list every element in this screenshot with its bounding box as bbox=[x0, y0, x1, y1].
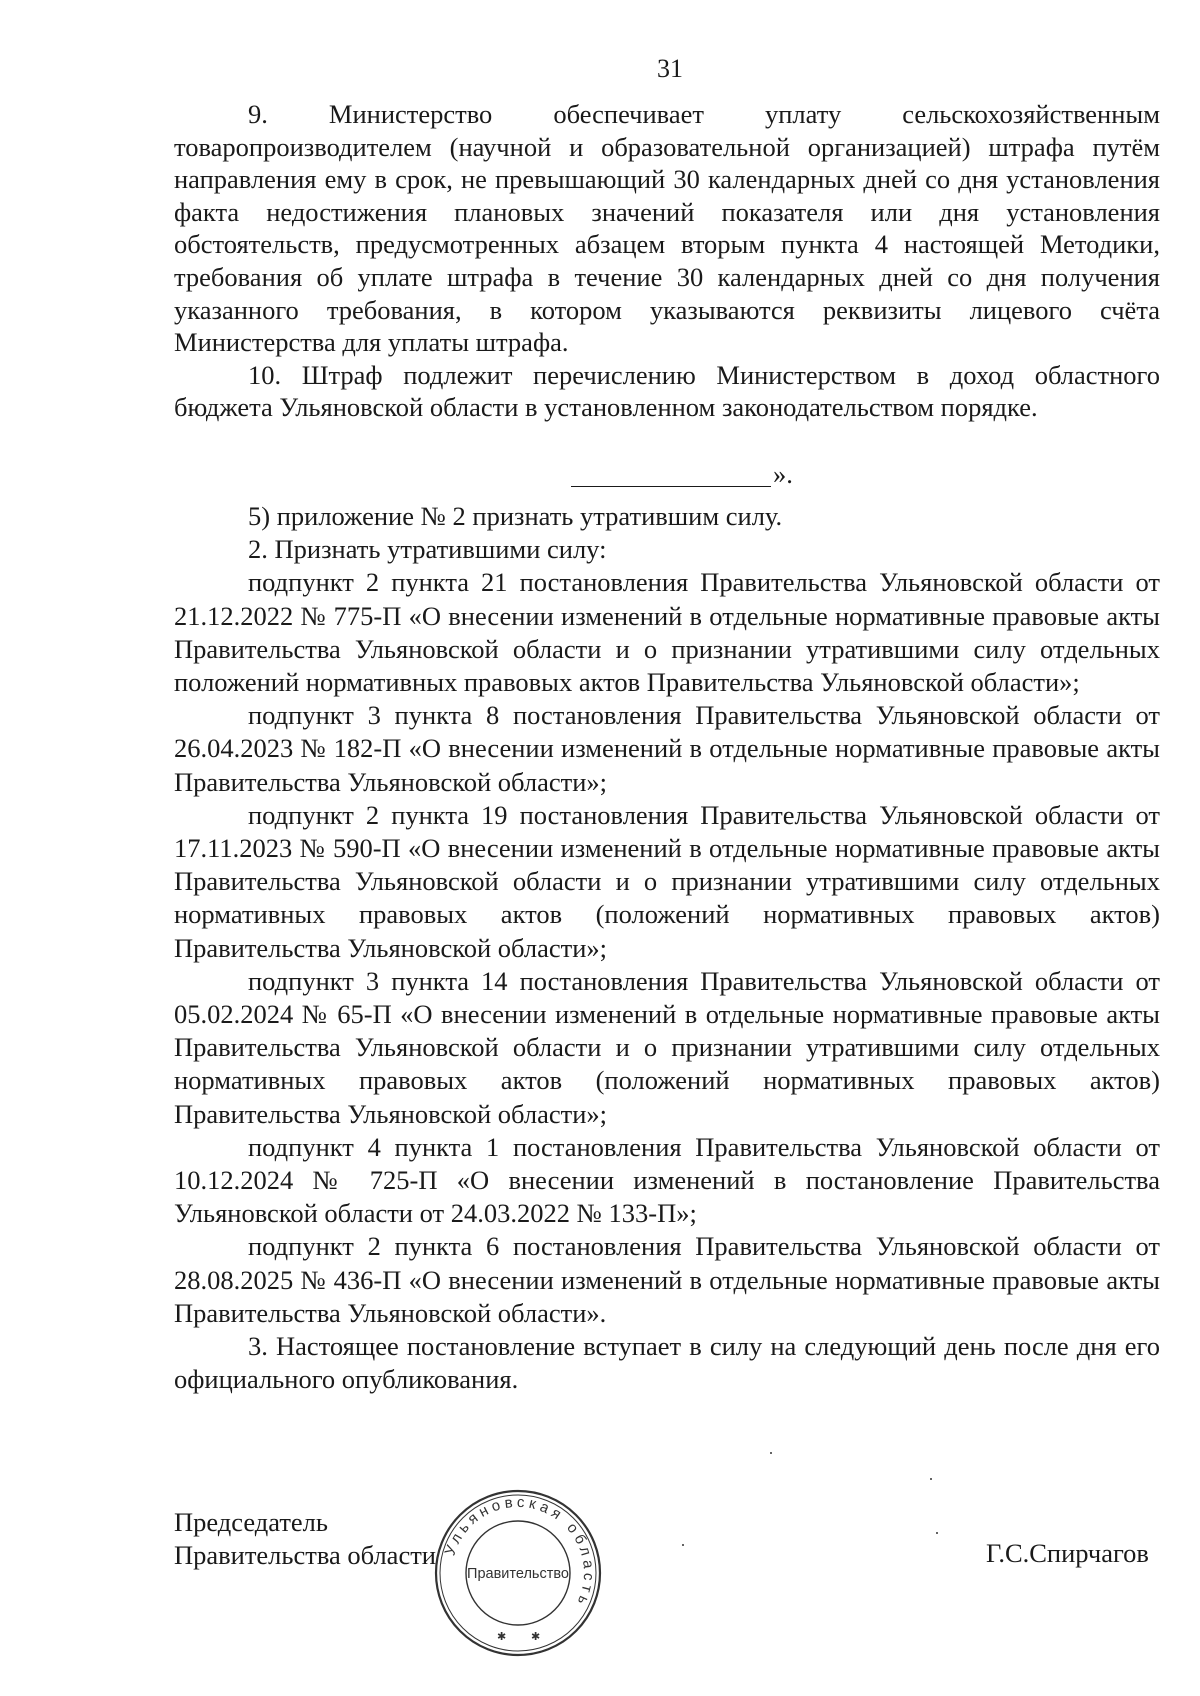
list-item: подпункт 2 пункта 21 постановления Правительства Ульяновской области от 21.12.2022 № 775-П «О внесении изменений в отдельные нормативные правовые акты Правительства Ульяновской области и о признании утратившими силу отдельных положений нормативных правовых актов Правительства Ульяновской области»; bbox=[174, 567, 1160, 698]
scan-speck bbox=[936, 1532, 938, 1534]
closing-underline bbox=[571, 486, 771, 487]
seal-ring-text: Ульяновская область bbox=[441, 1493, 598, 1611]
list-item: подпункт 4 пункта 1 постановления Правительства Ульяновской области от 10.12.2024 № 725-П «О внесении изменений в постановление Правительства Ульяновской области от 24.03.2022 № 133-П»; bbox=[174, 1131, 1160, 1229]
list-item: подпункт 2 пункта 6 постановления Правительства Ульяновской области от 28.08.2025 № 436-П «О внесении изменений в отдельные нормативные правовые акты Правительства Ульяновской области». bbox=[174, 1231, 1160, 1328]
list-item: подпункт 2 пункта 19 постановления Правительства Ульяновской области от 17.11.2023 № 590-П «О внесении изменений в отдельные нормативные правовые акты Правительства Ульяновской области и о признании утратившими силу отдельных нормативных правовых актов (положений нормативных правовых актов) Правительства Ульяновской области»; bbox=[174, 799, 1160, 963]
signature-title bbox=[174, 1506, 436, 1572]
page-number: 31 bbox=[657, 54, 683, 83]
signature-title-line2: Правительства области bbox=[174, 1540, 436, 1570]
body-text bbox=[174, 98, 1160, 424]
list-item: подпункт 3 пункта 14 постановления Правительства Ульяновской области от 05.02.2024 № 65-П «О внесении изменений в отдельные нормативные правовые акты Правительства Ульяновской области и о признании утратившими силу отдельных нормативных правовых актов (положений нормативных правовых актов) Правительства Ульяновской области»; bbox=[174, 965, 1160, 1129]
svg-text:✱: ✱ bbox=[531, 1630, 541, 1643]
svg-text:✱: ✱ bbox=[497, 1630, 507, 1643]
paragraph-10: 10. Штраф подлежит перечислению Министерством в доход областного бюджета Ульяновской области в установленном законодательством порядке. bbox=[174, 359, 1160, 423]
scan-speck bbox=[682, 1544, 684, 1546]
signature-title-line1: Председатель bbox=[174, 1507, 328, 1537]
list-item: 3. Настоящее постановление вступает в силу на следующий день после дня его официального опубликования. bbox=[174, 1331, 1160, 1395]
closing-quote-text: ». bbox=[773, 459, 793, 489]
list-item: подпункт 3 пункта 8 постановления Правительства Ульяновской области от 26.04.2023 № 182-П «О внесении изменений в отдельные нормативные правовые акты Правительства Ульяновской области»; bbox=[174, 700, 1160, 797]
signatory-name: Г.С.Спирчагов bbox=[986, 1538, 1149, 1568]
seal-graphic bbox=[433, 1488, 603, 1658]
seal-center-text: Правительство bbox=[467, 1566, 569, 1582]
official-seal bbox=[433, 1488, 603, 1658]
list-item: 2. Признать утратившими силу: bbox=[248, 534, 607, 565]
scan-speck bbox=[930, 1478, 932, 1480]
scan-speck bbox=[770, 1452, 772, 1454]
list-item: 5) приложение № 2 признать утратившим силу. bbox=[248, 501, 783, 531]
closing-quote-mark bbox=[571, 458, 793, 490]
amendment-list bbox=[174, 500, 1160, 1396]
paragraph-9: 9. Министерство обеспечивает уплату сельскохозяйственным товаропроизводителем (научной и образовательной организацией) штрафа путём направления ему в срок, не превышающий 30 календарных дней со дня установления факта недостижения плановых значений показателя или дня установления обстоятельств, предусмотренных абзацем вторым пункта 4 настоящей Методики, требования об уплате штрафа в течение 30 календарных дней со дня получения указанного требования, в котором указываются реквизиты лицевого счёта Министерства для уплаты штрафа. bbox=[174, 99, 1160, 358]
